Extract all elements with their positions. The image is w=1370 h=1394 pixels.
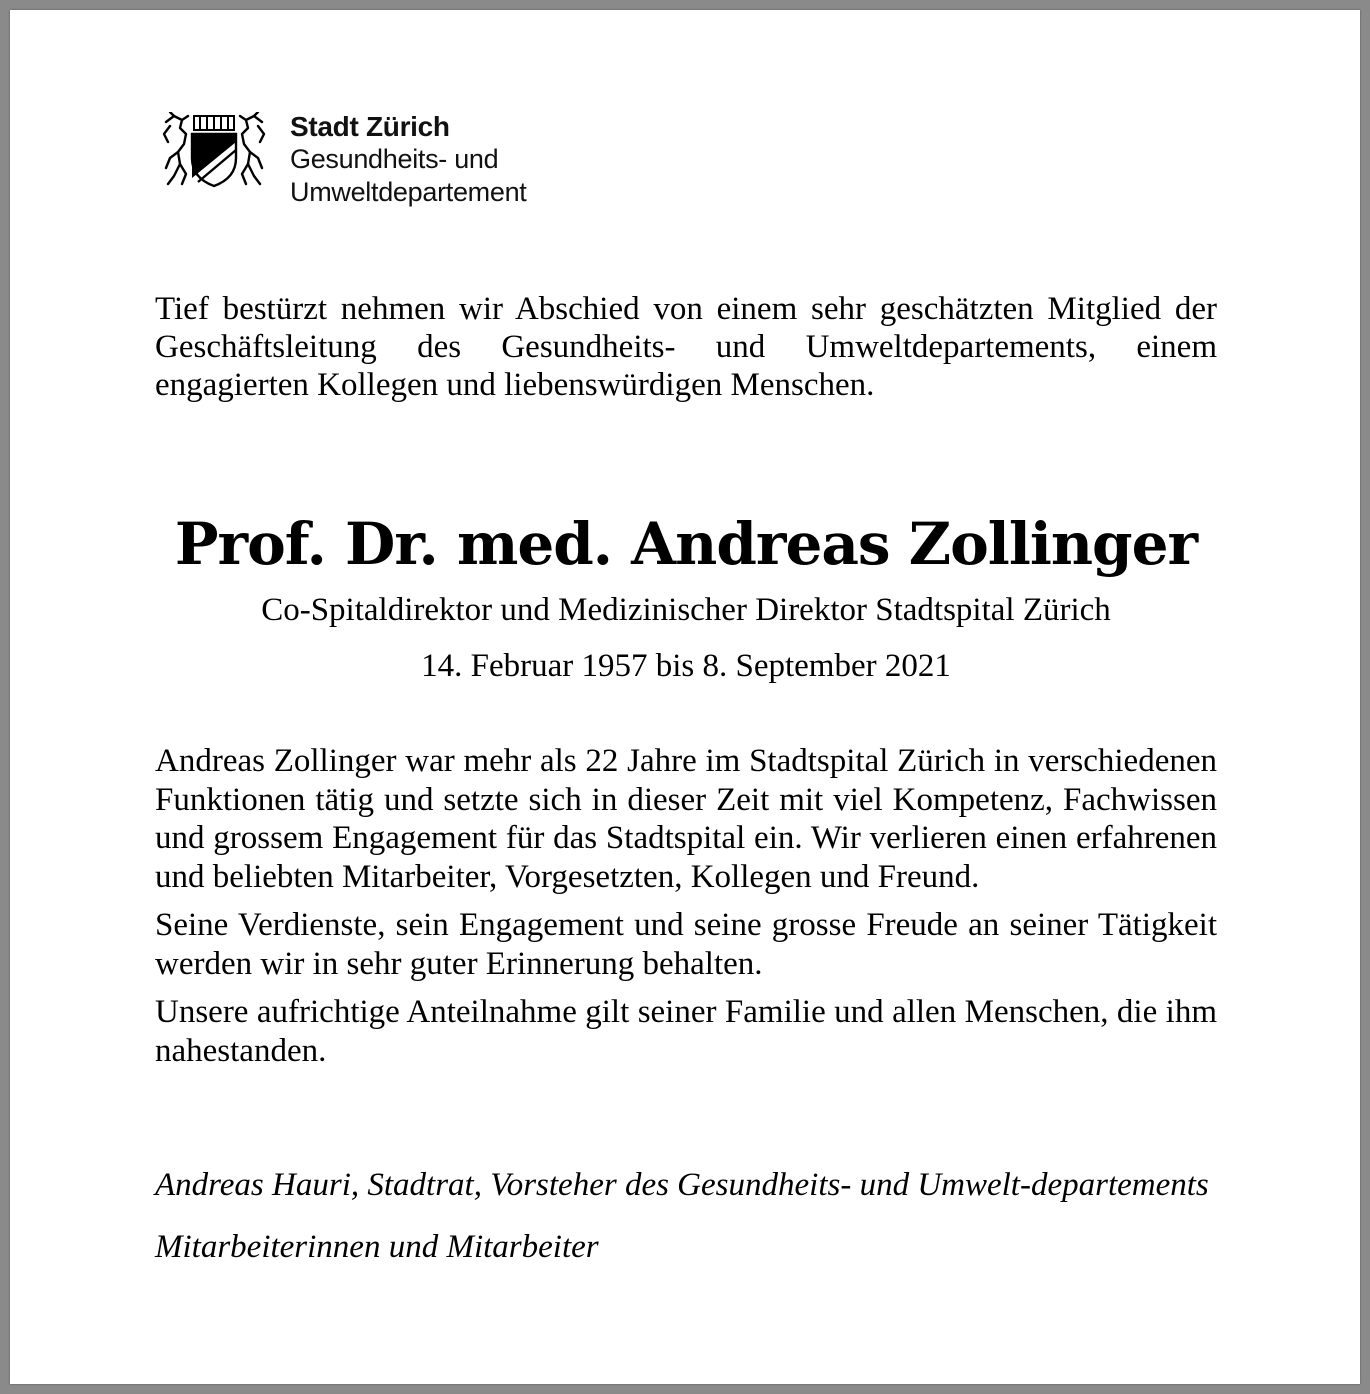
life-dates: 14. Februar 1957 bis 8. September 2021 [421, 648, 951, 684]
body-paragraph-2: Seine Verdienste, sein Engagement und seine grosse Freude an seiner Tätigkeit werden wir in sehr guter Erinnerung behalten. [155, 907, 1217, 982]
body-paragraph-1: Andreas Zollinger war mehr als 22 Jahre im Stadtspital Zürich in verschiedenen Funktionen tätig und setzte sich in dieser Zeit mit viel Kompetenz, Fachwissen und grossem Engagement für das Stadtspital ein. Wir verlieren einen erfahrenen und beliebten Mitarbeiter, Vorgesetzten, Kollegen und Freund. [155, 743, 1217, 895]
zurich-coat-of-arms-icon [160, 112, 268, 188]
org-dept-line2: Umweltdepartement [290, 177, 527, 207]
signature-section [155, 1166, 1217, 1290]
org-dept-line1: Gesundheits- und [290, 144, 499, 174]
org-city: Stadt Zürich [290, 111, 450, 142]
body-paragraph-3: Unsere aufrichtige Anteilnahme gilt seiner Familie und allen Menschen, die ihm nahestanden. [155, 994, 1217, 1069]
signature-line-2: Mitarbeiterinnen und Mitarbeiter [155, 1229, 599, 1265]
deceased-role: Co-Spitaldirektor und Medizinischer Direktor Stadtspital Zürich [261, 592, 1111, 628]
org-logo [160, 112, 527, 209]
intro-section [155, 290, 1217, 404]
org-name [290, 110, 527, 209]
signature-line-1: Andreas Hauri, Stadtrat, Vorsteher des Gesundheits- und Umwelt-departements [155, 1167, 1209, 1203]
intro-text: Tief bestürzt nehmen wir Abschied von einem sehr geschätzten Mitglied der Geschäftsleitung des Gesundheits- und Umweltdepartements, einem engagierten Kollegen und liebenswürdigen Menschen. [155, 291, 1217, 403]
deceased-name: Prof. Dr. med. Andreas Zollinger [174, 510, 1198, 578]
body-section [155, 742, 1217, 1080]
notice-page [10, 10, 1360, 1384]
